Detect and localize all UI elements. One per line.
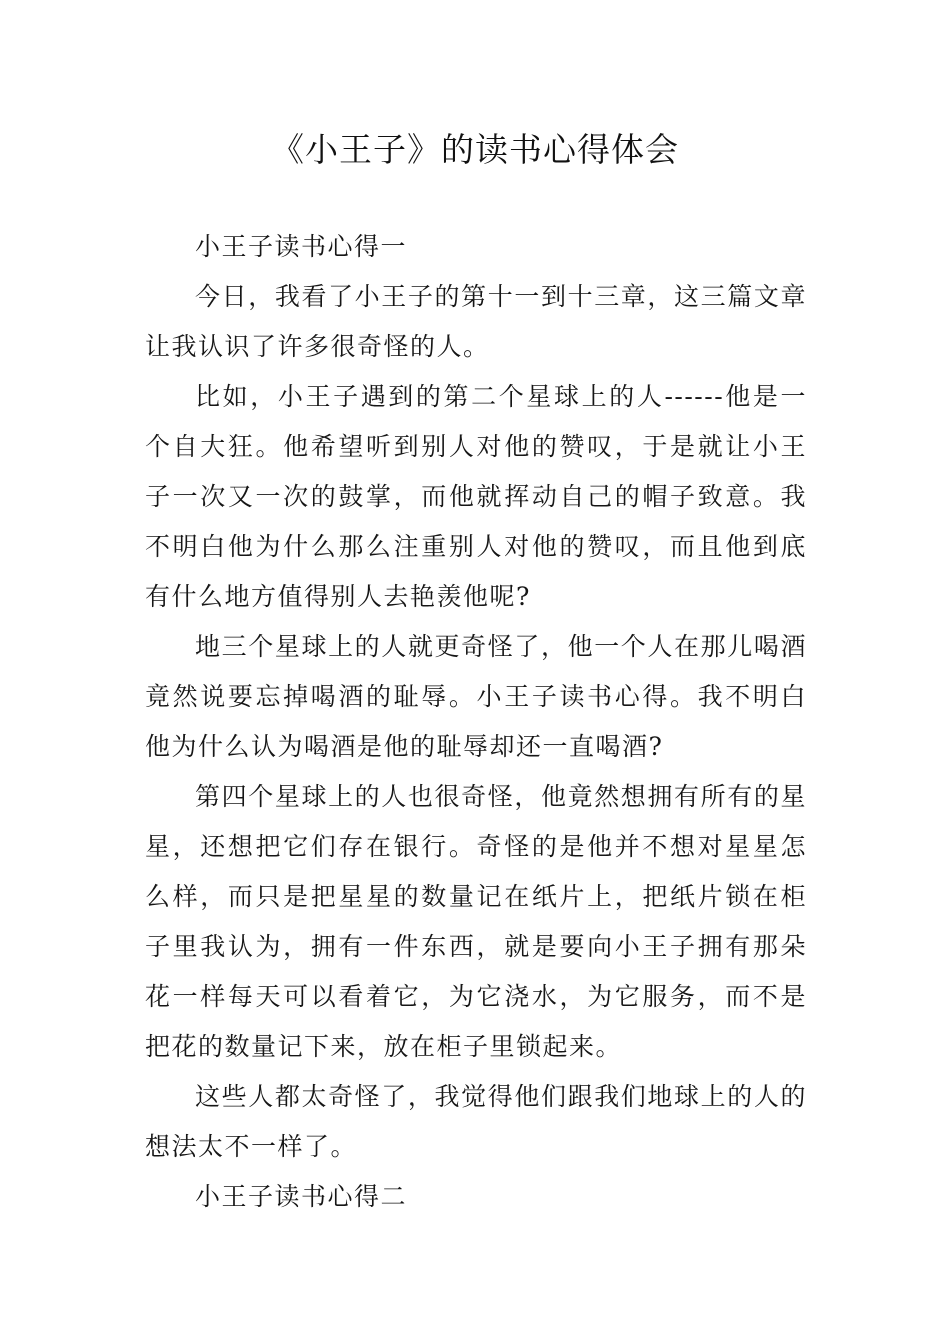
section-heading: 小王子读书心得二 xyxy=(195,1182,408,1211)
paragraph: 今日，我看了小王子的第十一到十三章，这三篇文章让我认识了许多很奇怪的人。 xyxy=(145,282,807,361)
paragraph: 第四个星球上的人也很奇怪，他竟然想拥有所有的星星，还想把它们存在银行。奇怪的是他并不想对星星怎么样，而只是把星星的数量记在纸片上，把纸片锁在柜子里我认为，拥有一件东西，就是要向小王子拥有那朵花一样每天可以看着它，为它浇水，为它服务，而不是把花的数量记下来，放在柜子里锁起来。 xyxy=(145,782,807,1061)
paragraph: 比如，小王子遇到的第二个星球上的人------他是一个自大狂。他希望听到别人对他的赞叹，于是就让小王子一次又一次的鼓掌，而他就挥动自己的帽子致意。我不明白他为什么那么注重别人对他的赞叹，而且他到底有什么地方值得别人去艳羡他呢? xyxy=(145,382,807,611)
section-heading: 小王子读书心得一 xyxy=(195,232,408,261)
document-body xyxy=(145,222,807,1222)
document-title: 《小王子》的读书心得体会 xyxy=(271,130,679,169)
paragraph: 地三个星球上的人就更奇怪了，他一个人在那儿喝酒竟然说要忘掉喝酒的耻辱。小王子读书心得。我不明白他为什么认为喝酒是他的耻辱却还一直喝酒? xyxy=(145,632,807,761)
paragraph: 这些人都太奇怪了，我觉得他们跟我们地球上的人的想法太不一样了。 xyxy=(145,1082,807,1161)
